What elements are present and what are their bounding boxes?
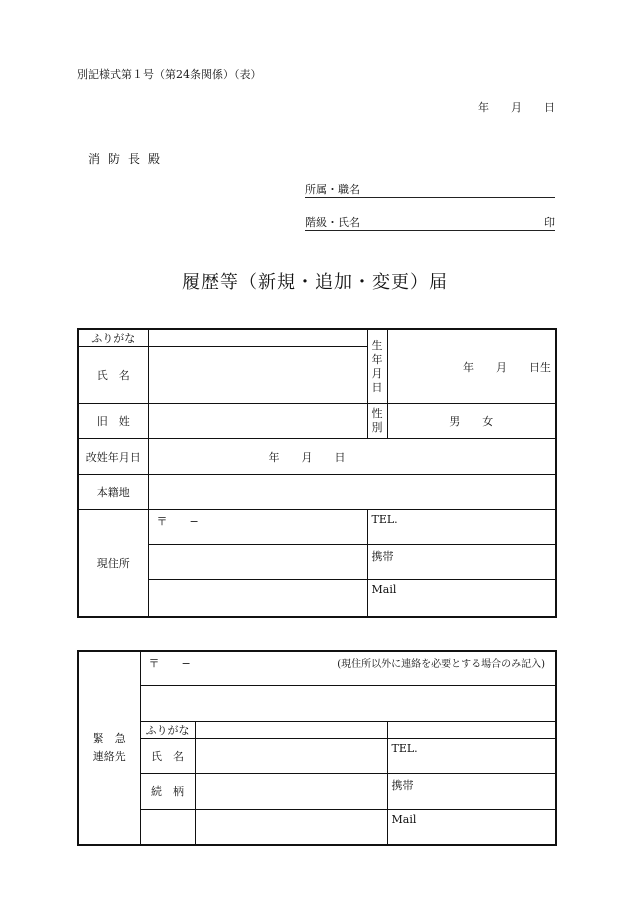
emergency-blank-label [140,809,195,845]
address-input[interactable] [148,545,367,580]
emergency-name-label: 氏 名 [140,738,195,773]
mobile-input[interactable]: 携帯 [367,545,556,580]
rank-name-field[interactable] [305,214,555,231]
emergency-extra-input[interactable] [195,809,387,845]
emergency-mail-input[interactable]: Mail [387,809,556,845]
form-title: 履歴等（新規・追加・変更）届 [182,272,448,293]
emergency-blank-cell [387,721,556,738]
rank-name-label: 階級・氏名 [305,216,360,229]
emergency-postal-code-input[interactable]: 〒 − (現住所以外に連絡を必要とする場合のみ記入) [140,651,556,685]
gender-label: 性 別 [367,404,387,439]
addressee: 消防長殿 [88,152,169,166]
emergency-note: (現住所以外に連絡を必要とする場合のみ記入) [337,659,545,670]
furigana-label: ふりがな [78,329,148,347]
surname-change-date-input[interactable]: 年 月 日 [148,439,556,475]
address-input-2[interactable] [148,580,367,617]
tel-input[interactable]: TEL. [367,510,556,545]
emergency-contact-label: 緊 急 連絡先 [78,651,140,845]
emergency-contact-table [77,650,557,846]
mail-input[interactable]: Mail [367,580,556,617]
former-surname-input[interactable] [148,404,367,439]
form-identifier: 別記様式第１号（第24条関係）（表） [77,68,262,81]
surname-change-date-label: 改姓年月日 [78,439,148,475]
registered-domicile-input[interactable] [148,475,556,510]
current-address-label: 現住所 [78,510,148,617]
emergency-address-input[interactable] [140,685,556,721]
emergency-name-input[interactable] [195,738,387,773]
emergency-mobile-input[interactable]: 携帯 [387,773,556,809]
name-input[interactable] [148,347,367,404]
personal-info-table [77,328,557,618]
former-surname-label: 旧 姓 [78,404,148,439]
birth-date-label: 生 年 月 日 [367,329,387,404]
gender-select[interactable]: 男 女 [387,404,556,439]
relationship-label: 続 柄 [140,773,195,809]
emergency-tel-input[interactable]: TEL. [387,738,556,773]
submission-date: 年 月 日 [478,101,555,114]
furigana-input[interactable] [148,329,367,347]
name-label: 氏 名 [78,347,148,404]
affiliation-label: 所属・職名 [305,183,360,196]
seal-mark: 印 [544,216,555,229]
affiliation-field[interactable] [305,181,555,198]
registered-domicile-label: 本籍地 [78,475,148,510]
relationship-input[interactable] [195,773,387,809]
emergency-furigana-input[interactable] [195,721,387,738]
postal-code-input[interactable]: 〒 − [148,510,367,545]
birth-date-input[interactable]: 年 月 日生 [387,329,556,404]
emergency-furigana-label: ふりがな [140,721,195,738]
